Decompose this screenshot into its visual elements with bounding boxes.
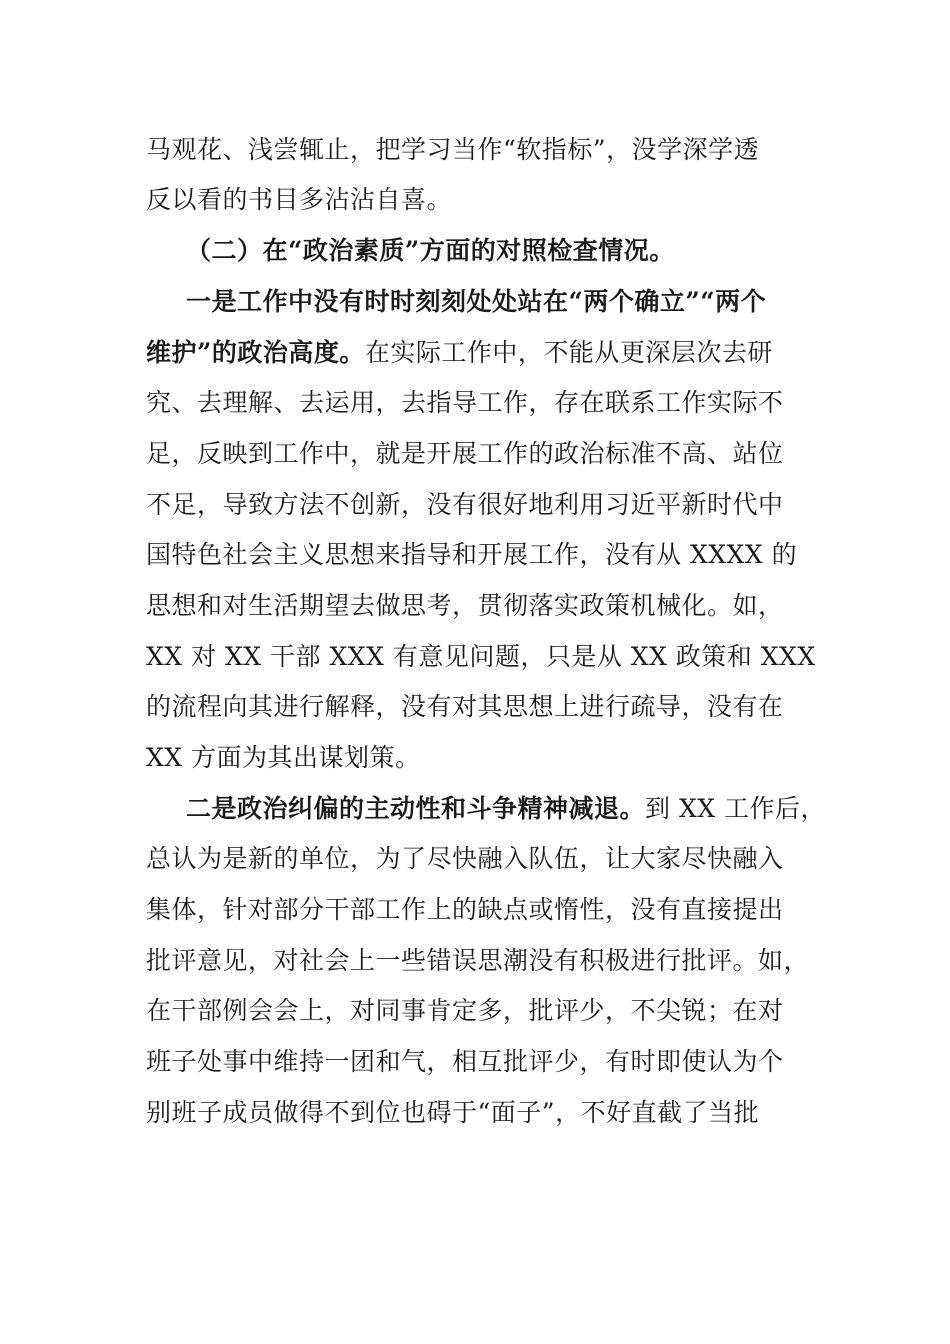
text-line xyxy=(146,538,806,572)
text-segment: 的流程向其进行解释，没有对其思想上进行疏导，没有在 xyxy=(146,692,784,721)
text-line xyxy=(146,1045,806,1079)
text-line xyxy=(186,792,846,826)
topic-sentence: 一是工作中没有时时刻刻处处站在“两个确立”“两个 xyxy=(186,287,767,316)
text-line xyxy=(146,893,806,927)
text-line xyxy=(146,994,806,1028)
text-line xyxy=(146,336,806,370)
text-line xyxy=(146,741,806,775)
text-segment: 集体，针对部分干部工作上的缺点或惰性，没有直接提出 xyxy=(146,895,784,924)
text-line xyxy=(146,183,806,217)
text-line xyxy=(186,285,846,319)
text-segment: 思想和对生活期望去做思考，贯彻落实政策机械化。如， xyxy=(146,591,784,620)
text-line xyxy=(146,386,806,420)
text-segment: XX 方面为其出谋划策。 xyxy=(146,743,421,772)
text-line xyxy=(146,589,806,623)
text-segment: 班子处事中维持一团和气，相互批评少，有时即使认为个 xyxy=(146,1047,784,1076)
text-segment: 总认为是新的单位，为了尽快融入队伍，让大家尽快融入 xyxy=(146,844,784,873)
text-segment: 国特色社会主义思想来指导和开展工作，没有从 XXXX 的 xyxy=(146,540,798,569)
text-segment: 反以看的书目多沾沾自喜。 xyxy=(146,185,453,214)
text-line xyxy=(146,488,806,522)
text-line xyxy=(146,437,806,471)
text-segment: 马观花、浅尝辄止，把学习当作“软指标”，没学深学透 xyxy=(146,135,760,164)
text-line xyxy=(146,640,816,674)
text-segment: 究、去理解、去运用，去指导工作，存在联系工作实际不 xyxy=(146,388,784,417)
heading-text: （二）在“政治素质”方面的对照检查情况。 xyxy=(186,236,675,265)
text-segment: 在实际工作中，不能从更深层次去研 xyxy=(364,338,773,367)
text-segment: 不足，导致方法不创新，没有很好地利用习近平新时代中 xyxy=(146,490,784,519)
topic-sentence: 二是政治纠偏的主动性和斗争精神减退。 xyxy=(186,794,646,823)
text-segment: XX 对 XX 干部 XXX 有意见问题，只是从 XX 政策和 XXX xyxy=(146,642,816,671)
text-line xyxy=(146,842,806,876)
text-segment: 在干部例会会上，对同事肯定多，批评少，不尖锐；在对 xyxy=(146,996,784,1025)
text-line xyxy=(146,944,810,978)
text-segment: 别班子成员做得不到位也碍于“面子”，不好直截了当批 xyxy=(146,1098,760,1127)
text-line xyxy=(146,133,806,167)
topic-sentence: 维护”的政治高度。 xyxy=(146,338,365,367)
section-heading xyxy=(186,234,846,268)
text-segment: 足，反映到工作中，就是开展工作的政治标准不高、站位 xyxy=(146,439,784,468)
text-line xyxy=(146,690,806,724)
text-segment: 到 XX 工作后， xyxy=(645,794,827,823)
text-line xyxy=(146,1096,806,1130)
text-segment: 批评意见，对社会上一些错误思潮没有积极进行批评。如， xyxy=(146,946,810,975)
